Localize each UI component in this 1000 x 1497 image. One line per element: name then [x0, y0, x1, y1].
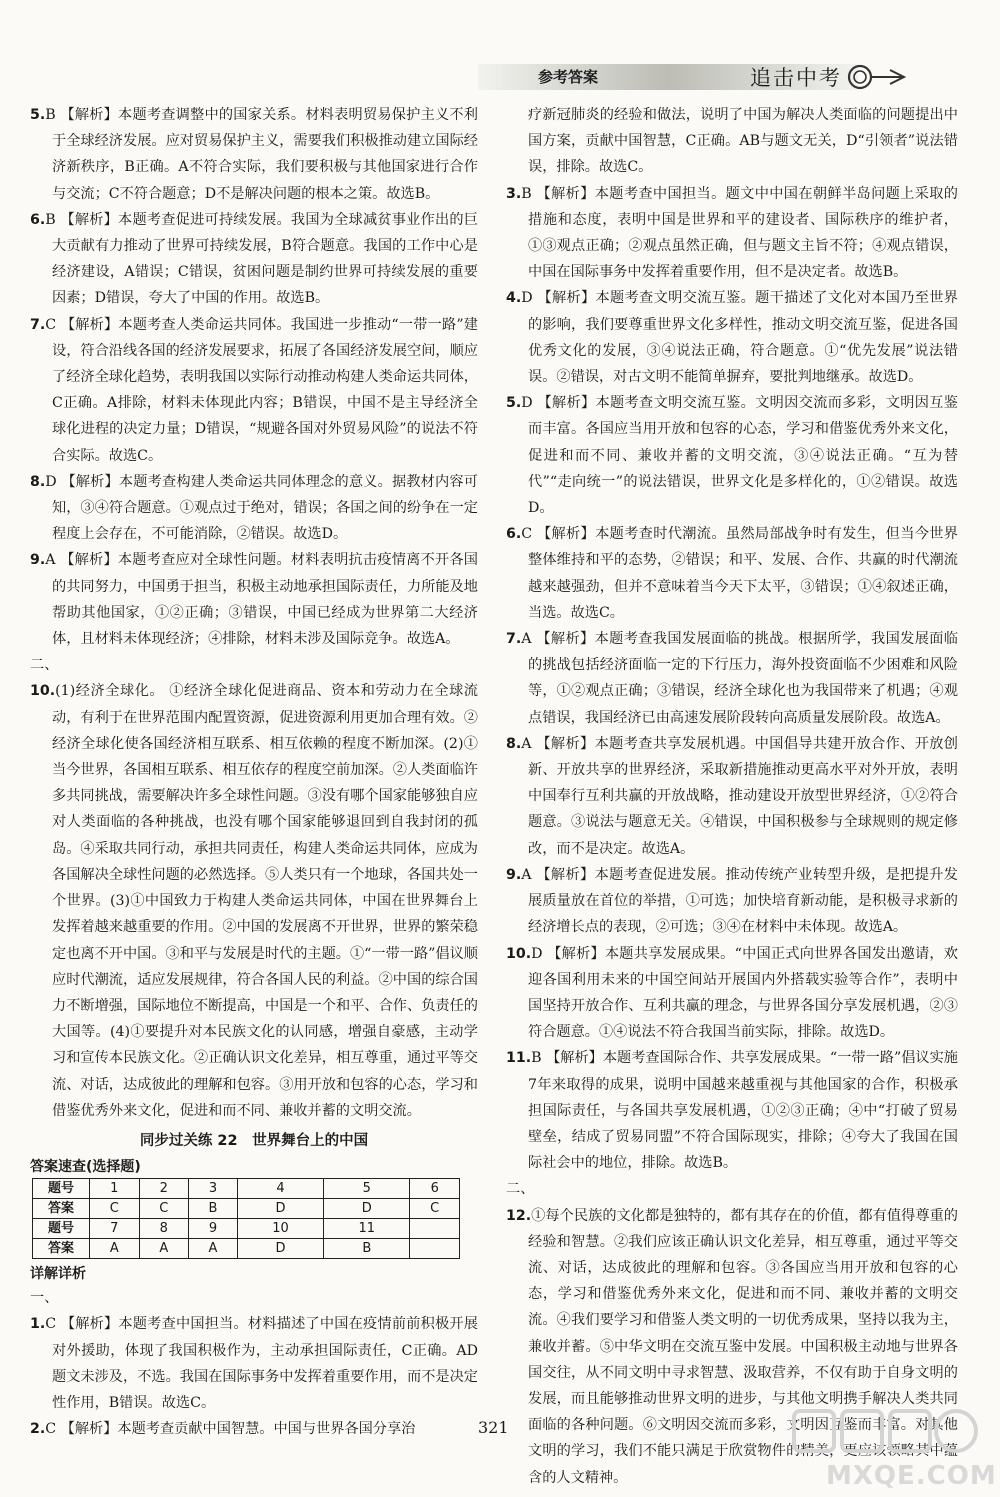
- answer-entry-11b: 11.B 【解析】本题考查国际合作、共享发展成果。“一带一路”倡议实施7年来取得的成果，说明中国越来越重视与其他国家的合作，积极承担国际责任，与各国共享发展机遇，①②③正确；④中“打破了贸易壁垒，结成了贸易同盟”不符合国际现实，排除；④夸大了我国在国际社会中的地位，排除。故选B。: [506, 1050, 958, 1172]
- quick-answers-label: 答案速查(选择题): [30, 1159, 141, 1176]
- table-row: [33, 1239, 460, 1259]
- table-row: [33, 1199, 460, 1219]
- table-cell: C: [139, 1199, 189, 1219]
- table-cell: 1: [90, 1179, 140, 1199]
- table-cell: 10: [237, 1219, 323, 1239]
- answer-entry-7b: 7.A 【解析】本题考查我国发展面临的挑战。根据所学，我国发展面临的挑战包括经济面临一定的下行压力，海外投资面临不少困难和风险等，①②观点正确；③错误，经济全球化也为我国带来了机遇；④观点错误，我国经济已由高速发展阶段转向高质量发展阶段。故选A。: [506, 631, 958, 726]
- answer-entry-8b: 8.A 【解析】本题考查共享发展机遇。中国倡导共建开放合作、开放创新、开放共享的世界经济，采取新措施推动更高水平对外开放，表明中国奉行互利共赢的开放战略，推动建设开放型世界经济，①②符合题意。③说法与题意无关。④错误，中国积极参与全球规则的规定修改，而不是决定。故选A。: [506, 735, 958, 857]
- answer-entry-10: 10.(1)经济全球化。 ①经济全球化促进商品、资本和劳动力在全球流动，有利于在世界范围内配置资源，促进资源利用更加合理有效。②经济全球化使各国经济相互联系、相互依赖的程度不断加深。(2)①当今世界，各国相互联系、相互依存的程度空前加深。②人类面临许多共同挑战，需要解决许多全球性问题。③没有哪个国家能够独自应对人类面临的各种挑战，也没有哪个国家能够退回到自我封闭的孤岛。④采取共同行动，承担共同责任，构建人类命运共同体，应成为各国解决全球性问题的必然选择。⑤人类只有一个地球，各国共处一个世界。(3)①中国致力于构建人类命运共同体，中国在世界舞台上发挥着越来越重要的作用。②中国的发展离不开世界，世界的繁荣稳定也离不开中国。③和平与发展是时代的主题。①“一带一路”倡议顺应时代潮流，适应发展规律，符合各国人民的利益。②中国的综合国力不断增强，国际地位不断提高，中国是一个和平、合作、负责任的大国等。(4)①要提升对本民族文化的认同感，增强自豪感，主动学习和宣传本民族文化。②正确认识文化差异，相互尊重，通过平等交流、对话，达成彼此的理解和包容。③用开放和包容的心态，学习和借鉴优秀外来文化，促进和而不同、兼收并蓄的文明交流。: [30, 683, 478, 1119]
- answer-entry-10b: 10.D 【解析】本题共享发展成果。“中国正式向世界各国发出邀请，欢迎各国利用未来的中国空间站开展国内外搭载实验等合作”，表明中国坚持开放合作、互利共赢的理念，与世界各国分享发展机遇，②③符合题意。①④说法不符合我国当前实际，排除。故选D。: [506, 945, 958, 1041]
- table-cell: D: [237, 1199, 323, 1219]
- answer-entry-8: 8.D 【解析】本题考查构建人类命运共同体理念的意义。据教材内容可知，③④符合题意。①观点过于绝对，错误；各国之间的纷争在一定程度上会存在，不可能消除，②错误。故选D。: [30, 473, 478, 543]
- watermark: [790, 1405, 997, 1493]
- answer-entry-5: 5.B 【解析】本题考查调整中的国家关系。材料表明贸易保护主义不利于全球经济发展。应对贸易保护主义，需要我们积极推动建立国际经济新秩序，B正确。A不符合实际，我们要积极与其他国家进行合作与交流；C不符合题意；D不是解决问题的根本之策。故选B。: [30, 107, 478, 202]
- answer-entry-7: 7.C 【解析】本题考查人类命运共同体。我国进一步推动“一带一路”建设，符合沿线各国的经济发展要求，拓展了各国经济发展空间，顺应了经济全球化趋势，表明我国以实际行动推动构建人类命运共同体，C正确。A排除，材料未体现此内容；B错误，中国不是主导经济全球化进程的决定力量；D错误，“规避各国对外贸易风险”的说法不符合实际。故选C。: [30, 316, 478, 464]
- swirl-logo-icon: [846, 62, 908, 92]
- answer-entry-1: 1.C 【解析】本题考查中国担当。材料描述了中国在疫情前前积极开展对外援助，体现了我国积极作为，主动承担国际责任，C正确。AD题文未涉及，不选。我国在国际事务中发挥着重要作用，而不是决定性作用，B错误。故选C。: [30, 1316, 478, 1411]
- table-cell: 2: [139, 1179, 189, 1199]
- table-cell: 5: [324, 1179, 410, 1199]
- right-column: [506, 102, 958, 1491]
- answer-entry-2: 2.C 【解析】本题考查贡献中国智慧。中国与世界各国分享治: [30, 1421, 416, 1438]
- detail-label: 详解详析: [30, 1266, 86, 1283]
- answer-entry-5b: 5.D 【解析】本题考查文明交流互鉴。文明因交流而多彩，文明因互鉴而丰富。各国应当用开放和包容的心态，学习和借鉴优秀外来文化，促进和而不同、兼收并蓄的文明交流，③④说法正确。“互为替代”“走向统一”的说法错误，世界文化是多样化的，①②错误。故选D。: [506, 395, 958, 517]
- section-marker-2b: 二、: [506, 1181, 535, 1198]
- table-cell: 8: [139, 1219, 189, 1239]
- header-brand: 追击中考: [750, 66, 842, 90]
- table-cell: C: [90, 1199, 140, 1219]
- section-marker-1: 一、: [30, 1290, 59, 1307]
- answer-entry-4: 4.D 【解析】本题考查文明交流互鉴。题干描述了文化对本国乃至世界的影响，我们要尊重世界文化多样性，推动文明交流互鉴，促进各国优秀文化的发展，③④说法正确，符合题意。①“优先发展”说法错误。②错误，对古文明不能简单摒弃，要批判地继承。故选D。: [506, 290, 958, 386]
- table-cell: D: [324, 1199, 410, 1219]
- table-cell: B: [324, 1239, 410, 1259]
- section-title: 同步过关练 22 世界舞台上的中国: [139, 1132, 369, 1149]
- page-number: 321: [478, 1418, 509, 1437]
- table-row: [33, 1179, 460, 1199]
- table-cell: [410, 1219, 460, 1239]
- running-header: [478, 62, 928, 96]
- table-row-head: 答案: [33, 1199, 90, 1219]
- table-cell: A: [189, 1239, 238, 1259]
- answer-entry-9b: 9.A 【解析】本题考查促进发展。推动传统产业转型升级，是把提升发展质量放在首位的举措，①可选；加快培育新动能，是积极寻求新的经济增长点的表现，②可选；③④在材料中未体现。故选A。: [506, 866, 958, 936]
- table-row-head: 题号: [33, 1179, 90, 1199]
- table-row: [33, 1219, 460, 1239]
- table-row-head: 题号: [33, 1219, 90, 1239]
- table-cell: 4: [237, 1179, 323, 1199]
- table-cell: 6: [410, 1179, 460, 1199]
- answer-table: [32, 1178, 460, 1259]
- table-cell: 11: [324, 1219, 410, 1239]
- answer-stamp-logo-icon: [790, 1405, 980, 1460]
- answer-entry-3: 3.B 【解析】本题考查中国担当。题文中中国在朝鲜半岛问题上采取的措施和态度，表明中国是世界和平的建设者、国际秩序的维护者，①③观点正确；②观点虽然正确，但与题文主旨不符；④观点错误，中国在国际事务中发挥着重要作用，但不是决定者。故选B。: [506, 185, 958, 281]
- table-cell: A: [90, 1239, 140, 1259]
- table-cell: 3: [189, 1179, 238, 1199]
- table-cell: 7: [90, 1219, 140, 1239]
- header-label: 参考答案: [538, 68, 599, 86]
- continued-text: 疗新冠肺炎的经验和做法，说明了中国为解决人类面临的问题提出中国方案，贡献中国智慧，C正确。AB与题文无关，D“引领者”说法错误，排除。故选C。: [528, 107, 958, 176]
- table-cell: C: [410, 1199, 460, 1219]
- table-cell: [410, 1239, 460, 1259]
- table-cell: B: [189, 1199, 238, 1219]
- table-cell: D: [237, 1239, 323, 1259]
- answer-entry-12b: 12.①每个民族的文化都是独特的，都有其存在的价值，都有值得尊重的经验和智慧。②我们应该正确认识文化差异，相互尊重，通过平等交流、对话，达成彼此的理解和包容。③各国应当用开放和包容的心态，学习和借鉴优秀外来文化，促进和而不同、兼收并蓄的文明交流。④我们要学习和借鉴人类文明的一切优秀成果，坚持以我为主，兼收并蓄。⑤中华文明在交流互鉴中发展。中国积极主动地与世界各国交往，从不同文明中寻求智慧、汲取营养，不仅有助于自身文明的发展，而且能够推动世界文明的进步，与其他文明携手解决人类共同面临的各种问题。⑥文明因交流而多彩，文明因互鉴而丰富。对其他文明的学习，我们不能只满足于欣赏物件的精美，更应该领略其中蕴含的人文精神。: [506, 1207, 958, 1486]
- watermark-url: MXQE.COM: [826, 1461, 997, 1491]
- answer-entry-6b: 6.C 【解析】本题考查时代潮流。虽然局部战争时有发生，但当今世界整体维持和平的态势，②错误；和平、发展、合作、共赢的时代潮流越来越强劲，但并不意味着当今天下太平，③错误；①④叙述正确，当选。故选C。: [506, 526, 958, 621]
- table-row-head: 答案: [33, 1239, 90, 1259]
- answer-entry-6: 6.B 【解析】本题考查促进可持续发展。我国为全球减贫事业作出的巨大贡献有力推动了世界可持续发展，B符合题意。我国的工作中心是经济建设，A错误；C错误，贫困问题是制约世界可持续发展的重要因素；D错误，夸大了中国的作用。故选B。: [30, 211, 478, 307]
- left-column: [30, 102, 478, 1442]
- table-cell: 9: [189, 1219, 238, 1239]
- table-cell: A: [139, 1239, 189, 1259]
- section-marker-2: 二、: [30, 657, 59, 674]
- answer-entry-9: 9.A 【解析】本题考查应对全球性问题。材料表明抗击疫情离不开各国的共同努力，中国勇于担当，积极主动地承担国际责任，力所能及地帮助其他国家，①②正确；③错误，中国已经成为世界第二大经济体，且材料未体现经济；④排除，材料未涉及国际竞争。故选A。: [30, 552, 478, 648]
